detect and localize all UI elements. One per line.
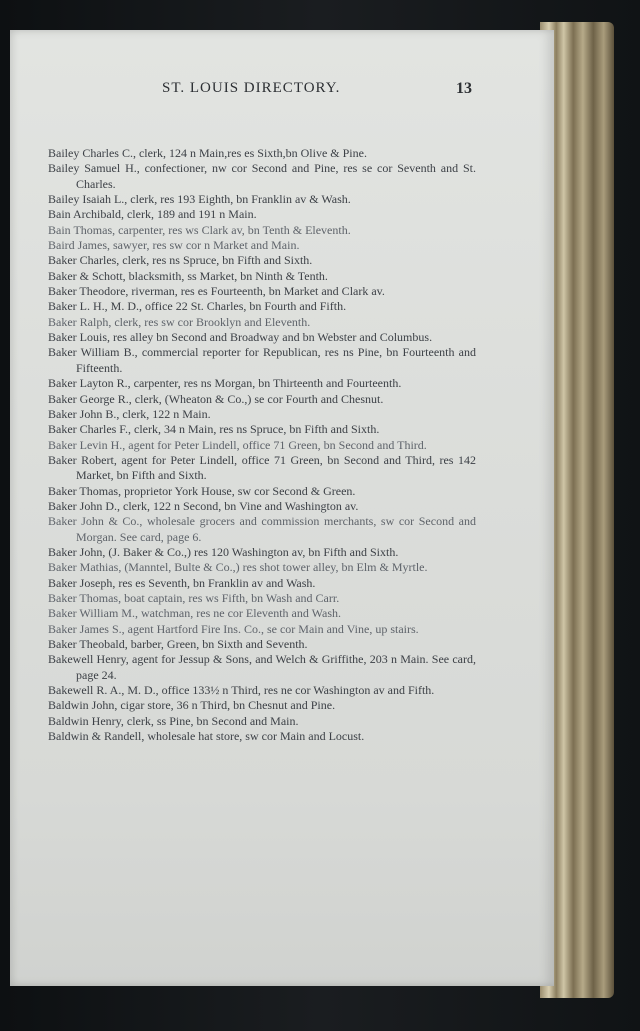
directory-entry: Baldwin John, cigar store, 36 n Third, bn Chesnut and Pine. — [48, 698, 336, 713]
directory-entry: Baker L. H., M. D., office 22 St. Charles, bn Fourth and Fifth. — [48, 299, 347, 314]
directory-entry: Baldwin & Randell, wholesale hat store, sw cor Main and Locust. — [48, 729, 365, 744]
directory-entry: Bakewell Henry, agent for Jessup & Sons, and Welch & Griffithe, 203 n Main. See card, page 24. — [48, 652, 476, 682]
directory-entry: Baker John B., clerk, 122 n Main. — [48, 406, 211, 421]
directory-entry: Bailey Isaiah L., clerk, res 193 Eighth, bn Franklin av & Wash. — [48, 192, 351, 207]
directory-entry: Bain Archibald, clerk, 189 and 191 n Main. — [48, 207, 257, 222]
directory-entry: Baker John & Co., wholesale grocers and commission merchants, sw cor Second and Morgan. See card, page 6. — [48, 514, 476, 544]
directory-entry: Baker John, (J. Baker & Co.,) res 120 Washington av, bn Fifth and Sixth. — [48, 544, 399, 559]
directory-entries — [48, 146, 476, 744]
directory-entry: Baker Charles F., clerk, 34 n Main, res ns Spruce, bn Fifth and Sixth. — [48, 422, 380, 437]
directory-entry: Baker & Schott, blacksmith, ss Market, bn Ninth & Tenth. — [48, 268, 328, 283]
directory-entry: Baker Thomas, proprietor York House, sw cor Second & Green. — [48, 483, 356, 498]
page-header — [0, 80, 640, 104]
directory-entry: Baker James S., agent Hartford Fire Ins. Co., se cor Main and Vine, up stairs. — [48, 621, 419, 636]
directory-entry: Baker George R., clerk, (Wheaton & Co.,) se cor Fourth and Chesnut. — [48, 391, 384, 406]
directory-entry: Baker Theobald, barber, Green, bn Sixth and Seventh. — [48, 637, 308, 651]
directory-entry: Baker Louis, res alley bn Second and Broadway and bn Webster and Columbus. — [48, 330, 433, 345]
running-head: ST. LOUIS DIRECTORY. — [162, 80, 341, 96]
directory-entry: Bailey Samuel H., confectioner, nw cor Second and Pine, res se cor Seventh and St. Charles. — [48, 161, 476, 191]
directory-entry: Baker William B., commercial reporter for Republican, res ns Pine, bn Fourteenth and Fifteenth. — [48, 345, 476, 375]
directory-entry: Baker Levin H., agent for Peter Lindell, office 71 Green, bn Second and Third. — [48, 437, 427, 452]
directory-entry: Baldwin Henry, clerk, ss Pine, bn Second and Main. — [48, 713, 299, 728]
directory-entry: Baker William M., watchman, res ne cor Eleventh and Wash. — [48, 606, 342, 621]
directory-entry: Baker Layton R., carpenter, res ns Morgan, bn Thirteenth and Fourteenth. — [48, 376, 402, 391]
directory-entry: Baird James, sawyer, res sw cor n Market and Main. — [48, 238, 300, 253]
directory-entry: Baker Thomas, boat captain, res ws Fifth, bn Wash and Carr. — [48, 590, 340, 605]
directory-entry: Bain Thomas, carpenter, res ws Clark av, bn Tenth & Eleventh. — [48, 222, 351, 237]
directory-entry: Baker Ralph, clerk, res sw cor Brooklyn and Eleventh. — [48, 314, 311, 329]
directory-entry: Baker Robert, agent for Peter Lindell, office 71 Green, bn Second and Third, res 142 Market, bn Fifth and Sixth. — [48, 452, 476, 483]
directory-entry: Baker Theodore, riverman, res es Fourteenth, bn Market and Clark av. — [48, 284, 385, 299]
directory-entry: Baker Mathias, (Manntel, Bulte & Co.,) res shot tower alley, bn Elm & Myrtle. — [48, 560, 428, 575]
directory-entry: Baker Joseph, res es Seventh, bn Franklin av and Wash. — [48, 575, 316, 590]
directory-entry: Baker Charles, clerk, res ns Spruce, bn Fifth and Sixth. — [48, 253, 313, 268]
page-number: 13 — [456, 80, 472, 97]
directory-entry: Bakewell R. A., M. D., office 133½ n Third, res ne cor Washington av and Fifth. — [48, 683, 435, 698]
directory-entry: Bailey Charles C., clerk, 124 n Main,res es Sixth,bn Olive & Pine. — [48, 146, 367, 160]
directory-entry: Baker John D., clerk, 122 n Second, bn Vine and Washington av. — [48, 498, 359, 513]
